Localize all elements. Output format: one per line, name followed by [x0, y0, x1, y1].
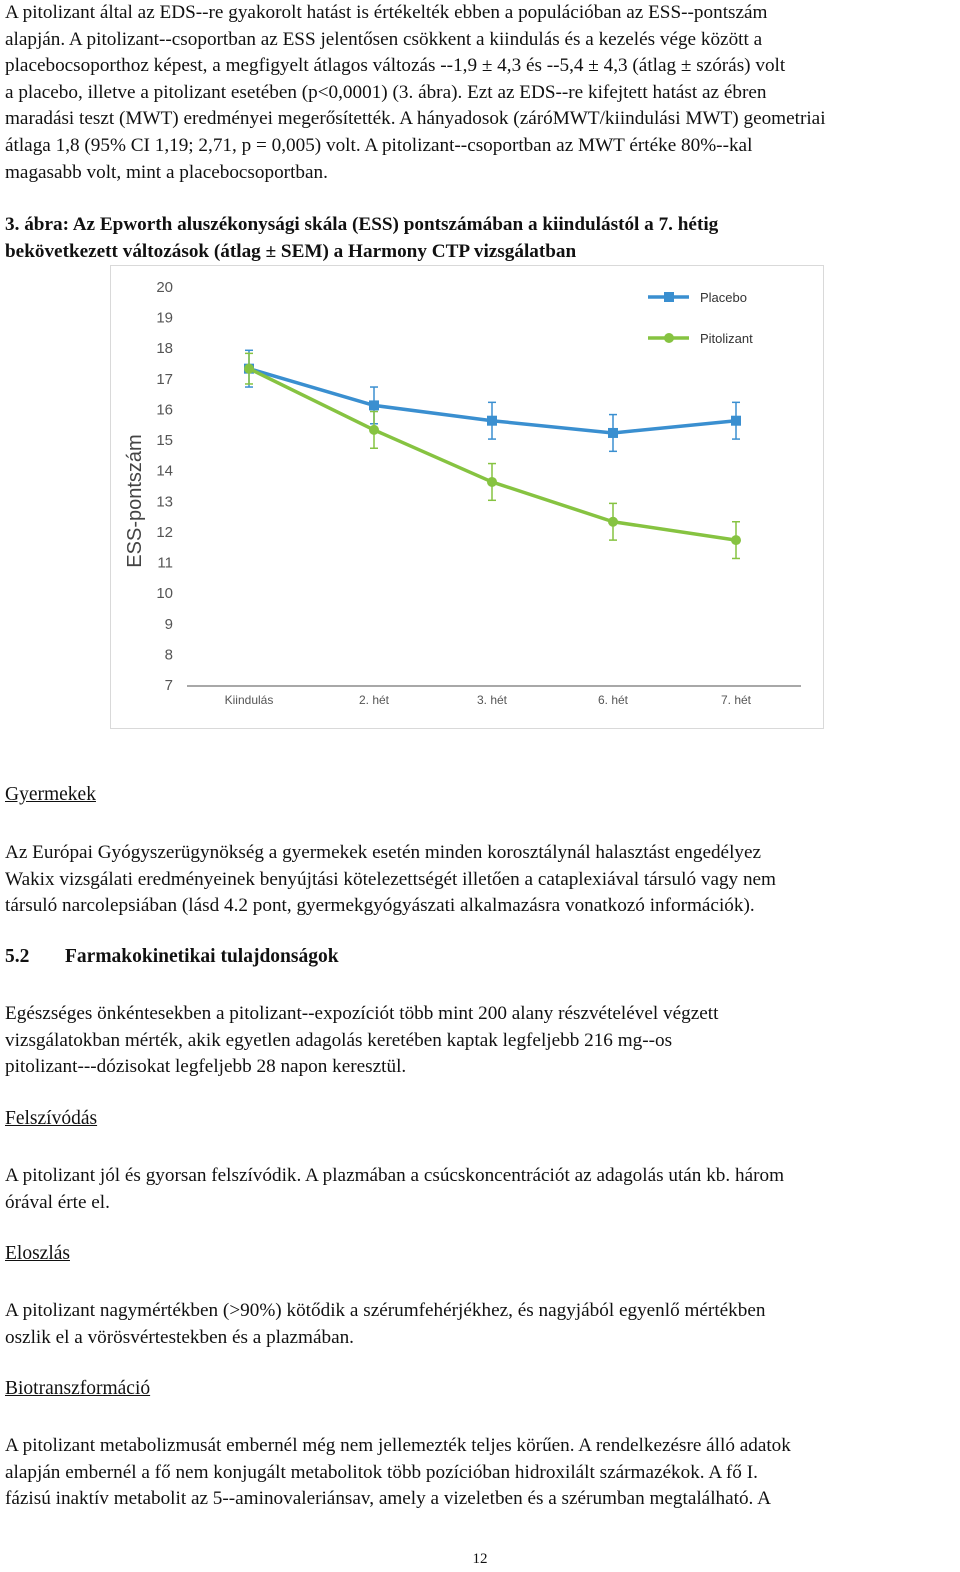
- distribution-line: A pitolizant nagymértékben (>90%) kötődik a szérumfehérjékhez, és nagyjából egyenlő mértékben: [5, 1300, 766, 1321]
- distribution-paragraph: [5, 1298, 955, 1351]
- distribution-heading: Eloszlás: [5, 1243, 70, 1264]
- pk-intro-line: pitolizant---dózisokat legfeljebb 28 napon keresztül.: [5, 1056, 407, 1078]
- section-title: Farmakokinetikai tulajdonságok: [65, 946, 339, 967]
- y-tick-label: 20: [156, 279, 173, 296]
- children-line: társuló narcolepsiában (lásd 4.2 pont, gyermekgyógyászati alkalmazásra vonatkozó információk).: [5, 895, 755, 917]
- absorption-line: A pitolizant jól és gyorsan felszívódik. A plazmában a csúcskoncentrációt az adagolás után kb. három: [5, 1165, 784, 1186]
- data-point-pitolizant: [608, 517, 618, 527]
- legend-label-placebo: Placebo: [700, 290, 747, 305]
- data-point-pitolizant: [369, 425, 379, 435]
- intro-line: A pitolizant által az EDS--re gyakorolt hatást is értékelték ebben a populációban az ESS--pontszám: [5, 2, 768, 23]
- figure-caption: [5, 212, 955, 265]
- legend-label-pitolizant: Pitolizant: [700, 331, 753, 346]
- section-number: 5.2: [5, 946, 30, 967]
- y-tick-label: 9: [164, 615, 173, 633]
- data-point-placebo: [731, 416, 741, 426]
- pk-intro-line: Egészséges önkéntesekben a pitolizant--expozíciót több mint 200 alany részvételével végzett: [5, 1003, 719, 1024]
- y-tick-label: 17: [156, 370, 173, 388]
- pk-intro-paragraph: [5, 1001, 955, 1081]
- y-tick-label: 16: [156, 401, 173, 419]
- pk-intro-line: vizsgálatokban mérték, akik egyetlen adagolás keretében kaptak legfeljebb 216 mg--os: [5, 1029, 673, 1051]
- data-point-pitolizant: [731, 535, 741, 545]
- children-line: Wakix vizsgálati eredményeinek benyújtási kötelezettségét illetően a cataplexiával társuló vagy nem: [5, 868, 776, 890]
- children-heading: Gyermekek: [5, 784, 96, 805]
- section-heading: [5, 946, 339, 968]
- y-tick-label: 14: [156, 462, 173, 480]
- data-point-placebo: [487, 416, 497, 426]
- absorption-paragraph: [5, 1163, 955, 1216]
- figure-caption-line: bekövetkezett változások (átlag ± SEM) a Harmony CTP vizsgálatban: [5, 240, 577, 262]
- x-tick-label: 7. hét: [720, 693, 752, 707]
- intro-paragraph: [5, 0, 955, 186]
- y-axis-label: ESS-pontszám: [124, 434, 146, 568]
- biotransformation-heading: Biotranszformáció: [5, 1378, 151, 1399]
- y-tick-label: 10: [156, 585, 173, 603]
- data-point-placebo: [369, 400, 379, 410]
- y-tick-label: 19: [156, 309, 173, 327]
- biotransformation-line: alapján embernél a fő nem konjugált metabolitok több pozícióban hidroxilált származékok. A fő I.: [5, 1461, 758, 1483]
- ess-chart-svg: [111, 266, 823, 728]
- distribution-line: oszlik el a vörösvértestekben és a plazmában.: [5, 1326, 354, 1348]
- y-tick-label: 8: [164, 646, 173, 664]
- legend-marker-placebo: [664, 292, 674, 302]
- page-number: 12: [472, 1551, 488, 1567]
- intro-line: magasabb volt, mint a placebocsoportban.: [5, 161, 328, 183]
- data-point-pitolizant: [244, 364, 254, 374]
- intro-line: maradási teszt (MWT) eredményei megerősítették. A hányadosok (záróMWT/kiindulási MWT) geometriai: [5, 108, 826, 130]
- series-line-pitolizant: [249, 369, 736, 540]
- data-point-pitolizant: [487, 477, 497, 487]
- x-tick-label: 2. hét: [358, 693, 390, 707]
- absorption-line: órával érte el.: [5, 1191, 110, 1213]
- x-tick-label: 6. hét: [597, 693, 629, 707]
- y-tick-label: 7: [164, 677, 173, 694]
- children-line: Az Európai Gyógyszerügynökség a gyermekek esetén minden korosztálynál halasztást engedélyez: [5, 842, 762, 863]
- y-tick-label: 11: [157, 554, 173, 572]
- y-tick-label: 18: [156, 340, 173, 358]
- intro-line: a placebo, illetve a pitolizant esetében (p<0,0001) (3. ábra). Ezt az EDS--re kifejtett hatást az ébren: [5, 81, 767, 103]
- ess-chart: [110, 265, 824, 729]
- y-tick-label: 15: [156, 432, 173, 450]
- data-point-placebo: [608, 428, 618, 438]
- y-tick-label: 13: [156, 493, 173, 511]
- x-tick-label: 3. hét: [476, 693, 508, 707]
- biotransformation-paragraph: [5, 1433, 955, 1513]
- legend-marker-pitolizant: [664, 333, 674, 343]
- intro-line: átlaga 1,8 (95% CI 1,19; 2,71, p = 0,005) volt. A pitolizant--csoportban az MWT értéke 80%--kal: [5, 134, 753, 156]
- children-paragraph: [5, 840, 955, 920]
- biotransformation-line: fázisú inaktív metabolit az 5--aminovaleriánsav, amely a vizeletben és a szérumban megtalálható. A: [5, 1488, 771, 1510]
- intro-line: alapján. A pitolizant--csoportban az ESS jelentősen csökkent a kiindulás és a kezelés vége között a: [5, 28, 763, 50]
- x-tick-label: Kiindulás: [224, 693, 274, 707]
- figure-caption-line: 3. ábra: Az Epworth aluszékonysági skála (ESS) pontszámában a kiindulástól a 7. hétig: [5, 214, 719, 235]
- y-tick-label: 12: [156, 523, 173, 541]
- biotransformation-line: A pitolizant metabolizmusát embernél még nem jellemezték teljes körűen. A rendelkezésre álló adatok: [5, 1435, 791, 1456]
- absorption-heading: Felszívódás: [5, 1108, 98, 1129]
- intro-line: placebocsoporthoz képest, a megfigyelt átlagos változás --1,9 ± 4,3 és --5,4 ± 4,3 (átlag ± szórás) volt: [5, 55, 786, 77]
